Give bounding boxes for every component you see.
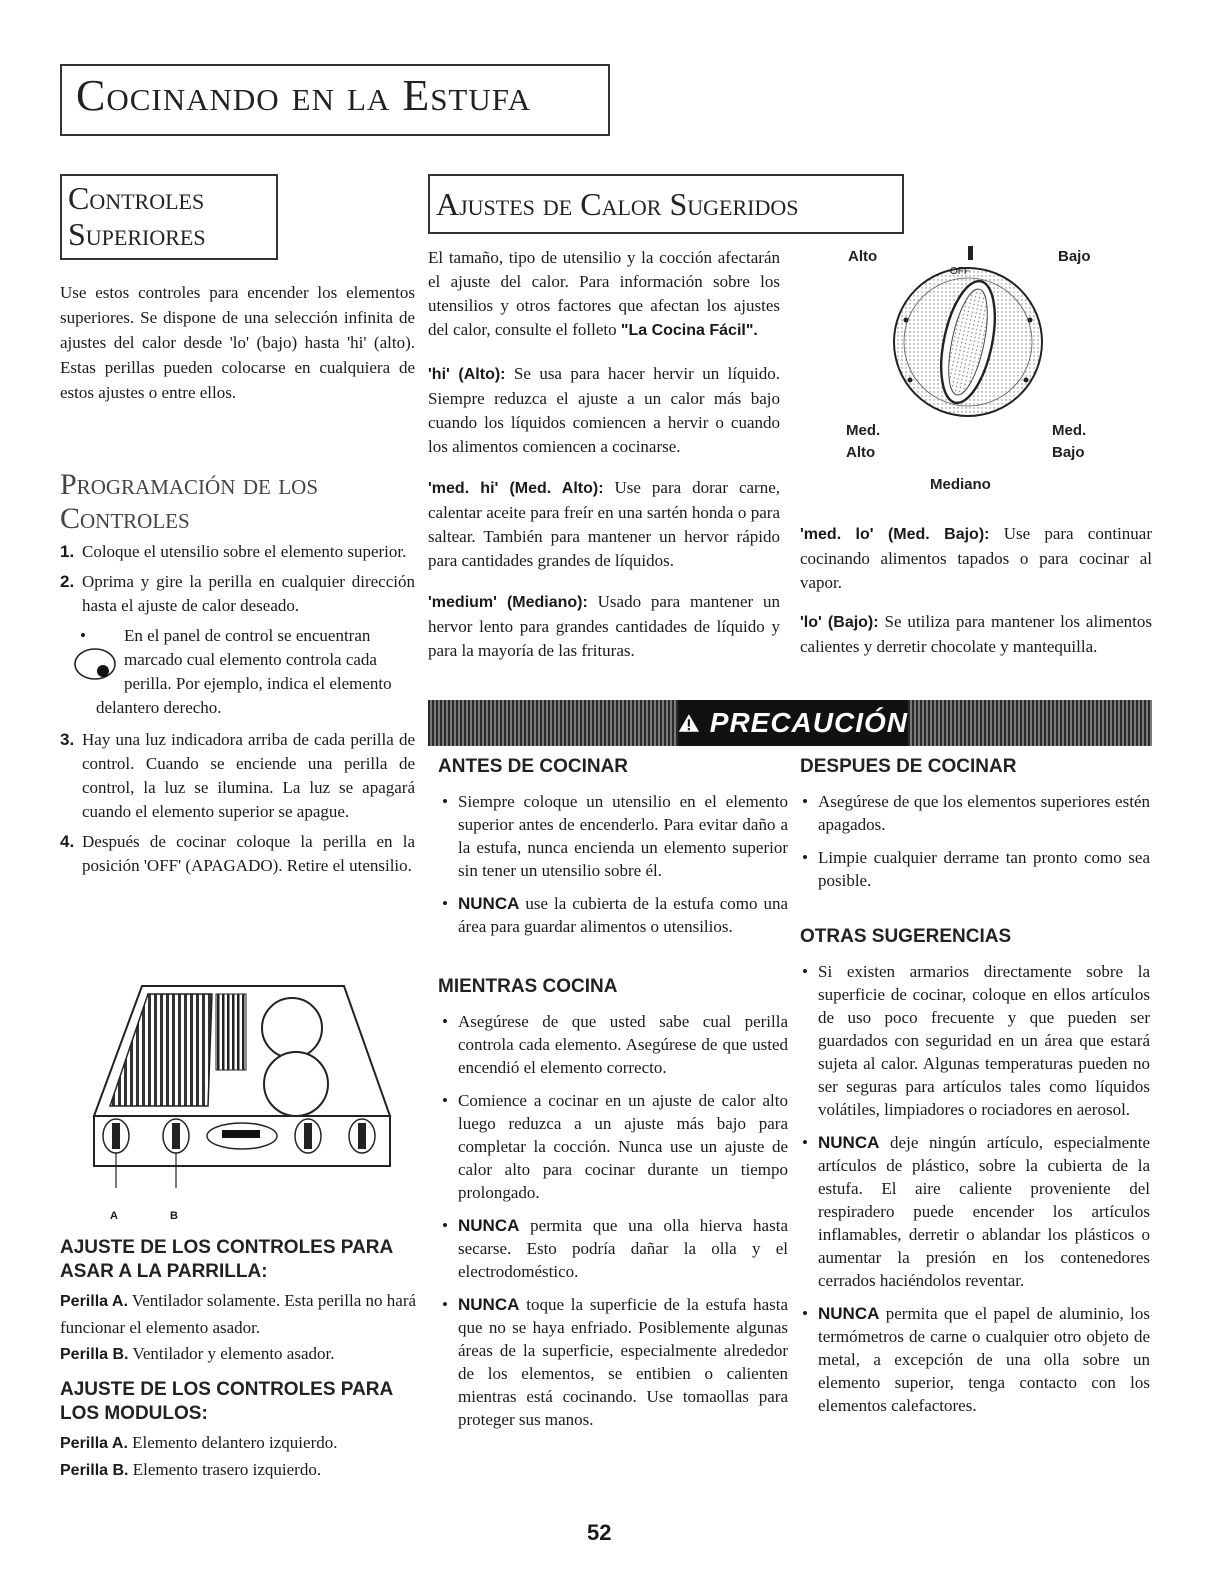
mientras-item-4-text: toque la superficie de la estufa hasta que no se haya enfriado. Posiblemente algunas áreas de la superficie, especialmente alrededor de los elementos, se entibien o calienten mientras está cocinando. Use tomaollas para proteger sus manos. [458,1295,788,1429]
step-1-text: Coloque el utensilio sobre el elemento superior. [82,542,407,561]
burner-rear-right [262,998,322,1058]
mientras-list [440,1010,788,1441]
knob-label-off: OFF [950,266,970,277]
ajustes-medlo-label: 'med. lo' (Med. Bajo): [800,526,990,543]
controles-title-box [60,174,278,260]
modulos-heading: AJUSTE DE LOS CONTROLES PARA LOS MODULOS: [60,1379,393,1424]
knob-label-med-alto-1: Med. [846,422,881,439]
step-2 [60,570,415,618]
knob-label-mediano: Mediano [930,476,991,493]
ajustes-lo [800,610,1152,659]
ajustes-hi-text: Se usa para hacer hervir un líquido. Siempre reduzca el ajuste a un calor más bajo cuando los líquidos comiencen a hervir o cuando los alimentos comiencen a cocinarse. [428,364,781,456]
ajustes-lo-text: Se utiliza para mantener los alimentos calientes y derretir chocolate y mantequilla. [800,612,1152,656]
otras-item-3-label: NUNCA [818,1304,880,1323]
ajustes-intro [428,246,780,343]
modulos-b-label: Perilla B. [60,1462,129,1479]
cooktop-illustration [82,966,402,1206]
step-2-text: Oprima y gire la perilla en cualquier dirección hasta el ajuste de calor deseado. [82,572,415,615]
warning-triangle-icon [678,709,700,737]
knob-label-med-bajo-1: Med. [1052,422,1087,439]
knob-b [163,1119,189,1153]
ajustes-medhi-text: Use para dorar carne, calentar aceite para freír en una sartén honda o para saltear. También para mantener un hervor rápido para cantidades grandes de líquidos. [428,478,781,570]
step-4-text: Después de cocinar coloque la perilla en la posición 'OFF' (APAGADO). Retire el utensilio. [82,832,415,875]
mientras-heading: MIENTRAS COCINA [438,976,618,997]
otras-item-2-label: NUNCA [818,1133,880,1152]
otras-item-2-text: deje ningún artículo, especialmente artículos de plástico, sobre la cubierta de la estufa. El aire caliente proveniente del respiradero puede encender los artículos inflamables, derretir o ablandar los plásticos o aumentar la presión en los contenedores cerrados haciéndolos reventar. [818,1133,1150,1290]
element-indicator-icon [72,646,118,682]
vent-grate [216,994,246,1070]
modulos-a-label: Perilla A. [60,1435,128,1452]
caution-banner [428,700,1152,746]
step-4-num: 4. [60,832,75,851]
mientras-item-2: • Comience a cocinar en un ajuste de calor alto luego reduzca a un ajuste más bajo para completar la cocción. Nunca use un ajuste de calor alto para cocinar durante un tiempo prolongado. [440,1089,788,1204]
knob-marker-icon [968,246,973,260]
ajustes-intro-text: El tamaño, tipo de utensilio y la cocción afectarán el ajuste del calor. Para información sobre los utensilios y otros factores que afectan los ajustes del calor, consulte el folleto [428,248,780,339]
knob-label-med-alto [846,420,880,464]
knob-a [103,1119,129,1153]
controles-intro: Use estos controles para encender los elementos superiores. Se dispone de una selección infinita de ajustes del calor desde 'lo' (bajo) hasta 'hi' (alto). Estas perillas pueden colocarse en cualquiera de estos ajustes o entre ellos. [60,283,415,402]
step-2-num: 2. [60,572,75,591]
knob-label-med-bajo [1052,420,1086,464]
controles-title-line1: Controles [68,180,205,216]
knob-label-bajo: Bajo [1058,248,1091,265]
knob-label-med-bajo-2: Bajo [1052,444,1085,461]
knob-d [349,1119,375,1153]
mientras-item-1: • Asegúrese de que usted sabe cual perilla controla cada elemento. Asegúrese de que usted encendió el elemento correcto. [440,1010,788,1079]
mientras-item-3-text: permita que una olla hierva hasta secarse. Esto podría dañar la olla y el electrodoméstico. [458,1216,788,1281]
despues-item-2: • Limpie cualquier derrame tan pronto como sea posible. [800,846,1150,892]
otras-item-3 [800,1302,1150,1417]
mientras-item-4-label: NUNCA [458,1295,520,1314]
ajustes-medlo [800,522,1152,595]
mientras-item-4 [440,1293,788,1431]
ajustes-medium-label: 'medium' (Mediano): [428,594,588,611]
mientras-item-3-label: NUNCA [458,1216,520,1235]
despues-heading: DESPUES DE COCINAR [800,756,1017,777]
modulos-a-text: Elemento delantero izquierdo. [132,1433,338,1452]
parrilla-a-text: Ventilador solamente. Esta perilla no hará funcionar el elemento asador. [60,1291,417,1337]
ajustes-medium [428,590,780,663]
otras-item-1: • Si existen armarios directamente sobre la superficie de cocinar, coloque en ellos artículos de uso poco frecuente y que pueden ser guardados con seguridad en un área que estará sujeta al calor. Algunas temperaturas pueden no ser seguras para artículos tales como líquidos volátiles, limpiadores o rociadores en aerosol. [800,960,1150,1121]
ajustes-title-box [428,174,904,234]
ajustes-hi-label: 'hi' (Alto): [428,366,506,383]
ajustes-hi [428,362,780,459]
modulos-b-text: Elemento trasero izquierdo. [132,1460,322,1479]
programacion-steps [60,540,415,884]
display-panel [207,1123,277,1149]
page-title: Cocinando en la Estufa [76,71,532,120]
modulos-text [60,1430,420,1484]
programacion-heading [60,468,318,536]
caution-title: PRECAUCIÓN [709,707,908,738]
step-3-num: 3. [60,730,75,749]
page-number: 52 [587,1520,612,1545]
parrilla-b-label: Perilla B. [60,1346,129,1363]
otras-list [800,960,1150,1427]
antes-item-1: • Siempre coloque un utensilio en el elemento superior antes de encenderlo. Para evitar daño a la estufa, nunca encienda un elemento superior sin tener un utensilio sobre él. [440,790,788,882]
step-1-num: 1. [60,542,75,561]
step-2-sub-text: En el panel de control se encuentran marcado cual elemento controla cada perilla. Por ejemplo, indica el elemento delantero derecho. [96,626,392,717]
step-3 [60,728,415,824]
ajustes-medlo-text: Use para continuar cocinando alimentos tapados o para cocinar al vapor. [800,524,1153,592]
knob-label-b: B [170,1210,178,1222]
knob-dial [888,262,1048,422]
antes-item-2-label: NUNCA [458,894,520,913]
despues-item-1: • Asegúrese de que los elementos superiores estén apagados. [800,790,1150,836]
parrilla-text [60,1288,420,1368]
antes-item-2-text: use la cubierta de la estufa como una área para guardar alimentos o utensilios. [458,894,788,936]
ajustes-lo-label: 'lo' (Bajo): [800,614,879,631]
step-4 [60,830,415,878]
mientras-item-3 [440,1214,788,1283]
otras-item-2 [800,1131,1150,1292]
controles-title-line2: Superiores [68,216,206,252]
caution-center [678,700,908,746]
ajustes-medhi-label: 'med. hi' (Med. Alto): [428,480,604,497]
ajustes-booklet: "La Cocina Fácil". [620,322,758,339]
ajustes-title: Ajustes de Calor Sugeridos [436,186,799,222]
antes-item-2 [440,892,788,938]
otras-heading: OTRAS SUGERENCIAS [800,926,1012,947]
antes-heading: ANTES DE COCINAR [438,756,629,777]
knob-label-alto: Alto [848,248,878,265]
burner-front-right [264,1052,328,1116]
knob-label-a: A [110,1210,118,1222]
step-2-sub-bullet [60,624,415,720]
despues-list [800,790,1150,902]
antes-list [440,790,788,948]
knob-label-med-alto-2: Alto [846,444,876,461]
programacion-heading-line1: Programación de los [60,468,319,501]
step-3-text: Hay una luz indicadora arriba de cada perilla de control. Cuando se enciende una perilla de control, la luz se ilumina. La luz se apagará cuando el elemento superior se apague. [82,730,415,821]
knob-c [295,1119,321,1153]
otras-item-3-text: permita que el papel de aluminio, los termómetros de carne o cualquier otro objeto de metal, a excepción de una olla sobre un elemento superior, tenga contacto con los elementos calefactores. [818,1304,1151,1415]
ajustes-medhi [428,476,780,573]
page-title-box [60,64,610,136]
programacion-heading-line2: Controles [60,502,190,535]
ajustes-medium-text: Usado para mantener un hervor lento para grandes cantidades de líquido y para la mayoría de las frituras. [428,592,781,660]
step-1 [60,540,415,564]
parrilla-a-label: Perilla A. [60,1293,128,1310]
parrilla-b-text: Ventilador y elemento asador. [132,1344,335,1363]
parrilla-heading: AJUSTE DE LOS CONTROLES PARA ASAR A LA PARRILLA: [60,1237,393,1282]
